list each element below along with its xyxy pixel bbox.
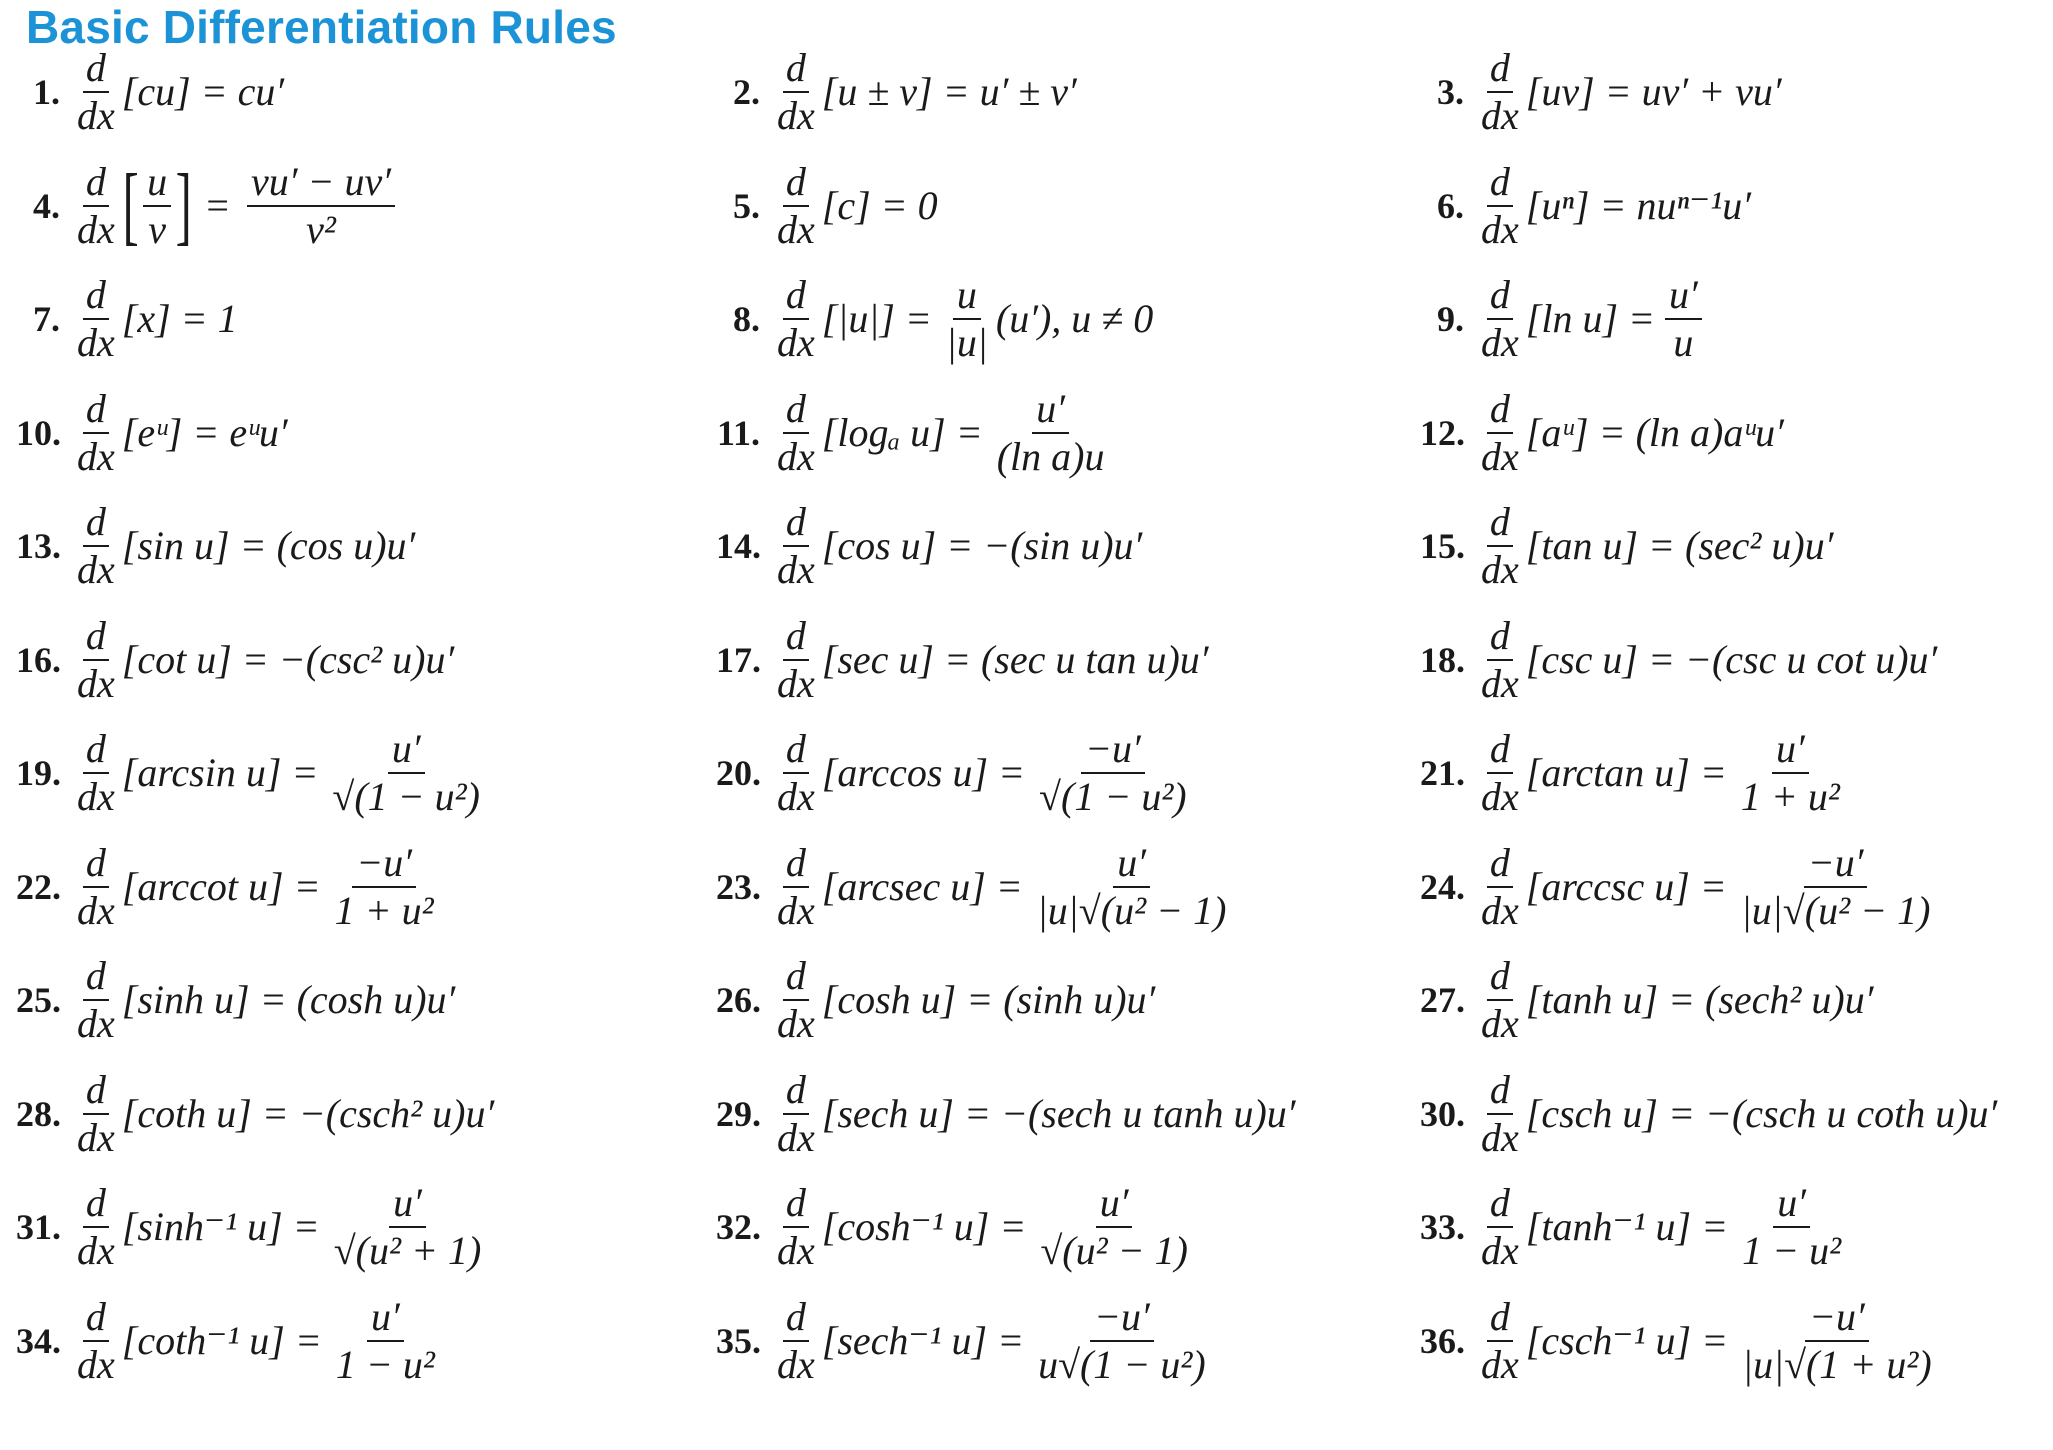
rule-18	[1420, 612, 1938, 706]
operator-numerator: d	[83, 275, 109, 320]
rule-number: 9.	[1437, 299, 1464, 339]
operator-denominator: dx	[1481, 660, 1519, 706]
derivative-operator	[774, 272, 818, 365]
rule-number: 8.	[733, 299, 760, 339]
operator-numerator: d	[783, 729, 809, 774]
rule-number: 28.	[16, 1093, 61, 1134]
derivative-operator	[1478, 272, 1522, 365]
operator-denominator: dx	[777, 93, 815, 138]
rhs-fraction-numerator: u′	[1032, 389, 1069, 434]
rule-number: 33.	[1420, 1207, 1465, 1247]
operator-numerator: d	[1487, 1070, 1513, 1115]
rule-number: 14.	[716, 526, 761, 566]
rhs-fraction-denominator: u	[1673, 320, 1694, 365]
rule-number: 16.	[16, 639, 61, 680]
derivative-operator	[74, 385, 118, 479]
operator-numerator: d	[783, 616, 809, 661]
operator-numerator: d	[1487, 843, 1513, 888]
rhs-fraction	[328, 726, 484, 819]
operator-denominator: dx	[1481, 1114, 1519, 1160]
rhs-fraction	[1738, 1293, 1936, 1387]
operator-denominator: dx	[1481, 547, 1519, 592]
rhs-fraction	[1665, 272, 1702, 365]
operator-numerator: d	[83, 616, 109, 661]
rhs-fraction-numerator: u′	[1096, 1183, 1133, 1228]
operator-denominator: dx	[77, 547, 115, 592]
rule-expression-lhs: [arcsin u] =	[121, 750, 319, 795]
derivative-operator	[1478, 1293, 1522, 1387]
rule-number: 32.	[716, 1207, 761, 1247]
rhs-fraction-numerator: vu′ − uv′	[247, 162, 395, 207]
rule-number: 29.	[716, 1093, 761, 1134]
rhs-fraction	[1034, 1293, 1210, 1387]
derivative-operator	[1478, 45, 1522, 138]
rule-expression: [x] = 1	[121, 296, 238, 341]
derivative-operator	[1478, 1066, 1522, 1160]
rule-14	[716, 499, 1143, 592]
derivative-operator	[774, 385, 818, 479]
rule-number: 25.	[16, 980, 61, 1020]
derivative-operator	[1478, 1180, 1522, 1273]
derivative-operator	[74, 158, 118, 252]
operator-numerator: d	[783, 956, 809, 1001]
rhs-fraction	[1737, 839, 1935, 933]
operator-numerator: d	[83, 956, 109, 1001]
rhs-fraction-denominator: 1 − u²	[335, 1341, 435, 1387]
rhs-fraction-numerator: −u′	[1081, 729, 1145, 774]
derivative-operator	[774, 839, 818, 933]
rule-29	[716, 1066, 1296, 1160]
derivative-operator	[74, 1180, 118, 1273]
operator-numerator: d	[1487, 162, 1513, 207]
rule-31	[16, 1180, 489, 1273]
rule-13	[16, 499, 416, 592]
rule-number: 18.	[1420, 639, 1465, 680]
rule-2	[716, 45, 1077, 138]
derivative-operator	[774, 726, 818, 819]
operator-numerator: d	[783, 48, 809, 93]
rule-expression: [csc u] = −(csc u cot u)u′	[1525, 636, 1938, 682]
rule-3	[1420, 45, 1782, 138]
rhs-fraction-denominator: u√(1 − u²)	[1038, 1341, 1206, 1387]
rule-expression: [cos u] = −(sin u)u′	[821, 523, 1143, 568]
rhs-fraction	[1737, 726, 1844, 819]
rule-expression: [sec u] = (sec u tan u)u′	[821, 636, 1209, 682]
rhs-fraction-denominator: 1 + u²	[334, 887, 434, 933]
derivative-operator	[1478, 839, 1522, 933]
rhs-fraction-denominator: |u|√(u² − 1)	[1036, 887, 1227, 933]
rule-23	[716, 839, 1234, 933]
rule-8	[716, 272, 1154, 365]
rule-number: 34.	[16, 1320, 61, 1361]
operator-denominator: dx	[77, 320, 115, 365]
rule-number: 15.	[1420, 526, 1465, 566]
rule-expression-lhs: [tanh⁻¹ u] =	[1525, 1204, 1729, 1249]
rule-number: 22.	[16, 866, 61, 907]
operator-denominator: dx	[1481, 206, 1519, 252]
operator-denominator: dx	[777, 1341, 815, 1387]
rule-number: 13.	[16, 526, 61, 566]
rule-expression: [cosh u] = (sinh u)u′	[821, 977, 1156, 1022]
derivative-operator	[774, 953, 818, 1046]
operator-denominator: dx	[77, 1114, 115, 1160]
derivative-operator	[74, 612, 118, 706]
derivative-operator	[1478, 953, 1522, 1046]
derivative-operator	[74, 272, 118, 365]
rhs-fraction-denominator: 1 − u²	[1742, 1228, 1842, 1273]
operator-denominator: dx	[1481, 93, 1519, 138]
operator-denominator: dx	[777, 660, 815, 706]
rule-expression: [u ± v] = u′ ± v′	[821, 69, 1077, 114]
rule-number: 7.	[33, 299, 60, 339]
operator-denominator: dx	[77, 433, 115, 479]
rhs-fraction	[1036, 1180, 1192, 1273]
rhs-fraction-numerator: u′	[1773, 1183, 1810, 1228]
derivative-operator	[1478, 158, 1522, 252]
derivative-operator	[774, 1066, 818, 1160]
operator-denominator: dx	[777, 433, 815, 479]
rhs-fraction-numerator: −u′	[1090, 1297, 1154, 1342]
rule-expression-lhs: [ln u] =	[1525, 296, 1656, 341]
rule-16	[16, 612, 455, 706]
rule-expression-lhs: [arccsc u] =	[1525, 863, 1727, 909]
rule-7	[16, 272, 238, 365]
rhs-fraction	[332, 1293, 439, 1387]
rule-expression: [coth u] = −(csch² u)u′	[121, 1090, 495, 1136]
derivative-operator	[74, 45, 118, 138]
operator-denominator: dx	[777, 1001, 815, 1046]
rule-32	[716, 1180, 1196, 1273]
rule-number: 35.	[716, 1320, 761, 1361]
rule-number: 6.	[1437, 185, 1464, 226]
operator-numerator: d	[1487, 275, 1513, 320]
rule-expression: [csch u] = −(csch u coth u)u′	[1525, 1090, 1998, 1136]
rule-expression-lhs: [coth⁻¹ u] =	[121, 1317, 322, 1363]
rule-expression: [tan u] = (sec² u)u′	[1525, 523, 1834, 568]
rule-expression-lhs: [|u|] =	[821, 296, 932, 341]
rule-number: 23.	[716, 866, 761, 907]
rule-expression: [uv] = uv′ + vu′	[1525, 69, 1782, 114]
rule-4	[16, 156, 399, 254]
operator-numerator: d	[783, 1183, 809, 1228]
rule-expression: [sin u] = (cos u)u′	[121, 523, 416, 568]
derivative-operator	[774, 612, 818, 706]
rule-6	[1420, 158, 1751, 252]
rule-12	[1420, 385, 1784, 479]
rule-5	[716, 158, 938, 252]
rule-35	[716, 1293, 1214, 1387]
rule-expression-lhs: [csch⁻¹ u] =	[1525, 1317, 1729, 1363]
rule-number: 20.	[716, 753, 761, 793]
rhs-fraction-numerator: u′	[367, 1297, 404, 1342]
rule-20	[716, 726, 1195, 819]
rule-number: 1.	[33, 72, 60, 112]
rule-17	[716, 612, 1209, 706]
rule-10	[16, 385, 288, 479]
right-bracket: ]	[175, 156, 192, 254]
operator-numerator: d	[83, 162, 109, 207]
operator-denominator: dx	[1481, 433, 1519, 479]
operator-denominator: dx	[77, 1001, 115, 1046]
derivative-operator	[74, 1066, 118, 1160]
rule-number: 17.	[716, 639, 761, 680]
rule-number: 19.	[16, 753, 61, 793]
operator-denominator: dx	[77, 206, 115, 252]
rhs-fraction	[1033, 839, 1231, 933]
rhs-fraction-denominator: √(u² + 1)	[333, 1228, 482, 1273]
operator-denominator: dx	[77, 887, 115, 933]
operator-numerator: d	[783, 389, 809, 434]
operator-denominator: dx	[1481, 1341, 1519, 1387]
rule-number: 3.	[1437, 72, 1464, 112]
rule-expression-lhs: [logₐ u] =	[821, 409, 983, 455]
operator-numerator: d	[83, 389, 109, 434]
rule-34	[16, 1293, 443, 1387]
rule-expression-lhs: [arccos u] =	[821, 750, 1026, 795]
operator-denominator: dx	[1481, 774, 1519, 819]
rhs-fraction-denominator: |u|√(u² − 1)	[1740, 887, 1931, 933]
operator-denominator: dx	[777, 206, 815, 252]
rule-expression-lhs: [arcsec u] =	[821, 863, 1023, 909]
rule-1	[16, 45, 285, 138]
operator-denominator: dx	[77, 660, 115, 706]
rule-19	[16, 726, 488, 819]
rule-27	[1420, 953, 1874, 1046]
rule-number: 36.	[1420, 1320, 1465, 1361]
operator-numerator: d	[1487, 502, 1513, 547]
rule-expression-lhs: [arctan u] =	[1525, 750, 1727, 795]
rhs-fraction	[1738, 1180, 1845, 1273]
derivative-operator	[74, 953, 118, 1046]
rhs-fraction-numerator: u	[953, 275, 981, 320]
rule-number: 5.	[733, 185, 760, 226]
rhs-fraction-denominator: √(u² − 1)	[1040, 1228, 1188, 1273]
rule-expression: [cu] = cu′	[121, 69, 285, 114]
rule-number: 10.	[16, 412, 61, 453]
rhs-fraction-numerator: u′	[1665, 275, 1702, 320]
operator-numerator: d	[83, 502, 109, 547]
operator-denominator: dx	[77, 774, 115, 819]
rule-26	[716, 953, 1156, 1046]
rule-number: 31.	[16, 1207, 61, 1247]
operator-denominator: dx	[1481, 1001, 1519, 1046]
operator-numerator: d	[83, 843, 109, 888]
rule-expression: [sech u] = −(sech u tanh u)u′	[821, 1090, 1296, 1136]
operator-numerator: d	[1487, 729, 1513, 774]
rule-36	[1420, 1293, 1940, 1387]
rule-expression-lhs: [cosh⁻¹ u] =	[821, 1204, 1027, 1249]
operator-numerator: d	[783, 275, 809, 320]
derivative-operator	[774, 499, 818, 592]
derivative-operator	[774, 158, 818, 252]
operator-denominator: dx	[777, 547, 815, 592]
operator-denominator: dx	[1481, 887, 1519, 933]
derivative-operator	[774, 1293, 818, 1387]
operator-denominator: dx	[777, 320, 815, 365]
rule-expression: [aᵘ] = (ln a)aᵘu′	[1525, 409, 1784, 455]
rule-number: 21.	[1420, 753, 1465, 793]
rule-28	[16, 1066, 495, 1160]
rule-expression-lhs: [sinh⁻¹ u] =	[121, 1204, 320, 1249]
left-bracket: [	[122, 156, 139, 254]
lhs-fraction	[143, 158, 171, 252]
rule-number: 24.	[1420, 866, 1465, 907]
derivative-operator	[774, 45, 818, 138]
rhs-fraction-numerator: −u′	[352, 843, 416, 888]
rhs-fraction-denominator: 1 + u²	[1740, 774, 1840, 819]
rhs-fraction	[942, 272, 992, 365]
derivative-operator	[74, 726, 118, 819]
rhs-fraction-numerator: u′	[388, 729, 425, 774]
rule-expression: [cot u] = −(csc² u)u′	[121, 636, 455, 682]
rhs-fraction-numerator: −u′	[1805, 1297, 1869, 1342]
operator-numerator: d	[783, 502, 809, 547]
rule-number: 26.	[716, 980, 761, 1020]
operator-denominator: dx	[1481, 1228, 1519, 1273]
rule-33	[1420, 1180, 1849, 1273]
operator-numerator: d	[783, 1297, 809, 1342]
rhs-fraction-numerator: u′	[1113, 843, 1150, 888]
rule-expression-lhs: [arccot u] =	[121, 863, 321, 909]
rhs-fraction-numerator: u′	[1772, 729, 1809, 774]
rule-24	[1420, 839, 1938, 933]
rhs-fraction-denominator: v²	[306, 206, 336, 252]
operator-numerator: d	[83, 48, 109, 93]
rhs-fraction	[331, 839, 438, 933]
operator-numerator: d	[1487, 616, 1513, 661]
rule-11	[716, 385, 1112, 479]
derivative-operator	[774, 1180, 818, 1273]
operator-denominator: dx	[77, 1228, 115, 1273]
operator-numerator: d	[83, 1070, 109, 1115]
rule-15	[1420, 499, 1834, 592]
operator-denominator: dx	[777, 774, 815, 819]
equals-sign: =	[206, 182, 229, 228]
rhs-fraction-numerator: −u′	[1804, 843, 1868, 888]
rule-9	[1420, 272, 1706, 365]
rhs-fraction	[330, 1180, 486, 1273]
rule-22	[16, 839, 442, 933]
operator-denominator: dx	[777, 1114, 815, 1160]
operator-numerator: d	[83, 729, 109, 774]
rule-expression: [tanh u] = (sech² u)u′	[1525, 977, 1874, 1022]
rule-expression: [sinh u] = (cosh u)u′	[121, 977, 456, 1022]
derivative-operator	[74, 839, 118, 933]
rule-25	[16, 953, 456, 1046]
rule-number: 27.	[1420, 980, 1465, 1020]
operator-numerator: d	[1487, 1297, 1513, 1342]
operator-numerator: d	[83, 1297, 109, 1342]
operator-numerator: d	[83, 1183, 109, 1228]
rule-expression-lhs: [sech⁻¹ u] =	[821, 1317, 1025, 1363]
derivative-operator	[74, 499, 118, 592]
rhs-fraction-denominator: |u|√(1 + u²)	[1742, 1341, 1932, 1387]
rhs-fraction-denominator: √(1 − u²)	[332, 774, 480, 819]
lhs-fraction-denominator: v	[148, 206, 166, 252]
derivative-operator	[1478, 726, 1522, 819]
operator-denominator: dx	[1481, 320, 1519, 365]
rule-number: 30.	[1420, 1093, 1465, 1134]
operator-numerator: d	[783, 843, 809, 888]
derivative-operator	[74, 1293, 118, 1387]
rhs-fraction	[247, 158, 395, 252]
rhs-fraction	[1035, 726, 1191, 819]
rhs-fraction	[993, 385, 1109, 479]
rhs-fraction-denominator: |u|	[945, 320, 988, 365]
rule-expression: [c] = 0	[821, 182, 938, 228]
rule-expression-tail: (u′), u ≠ 0	[995, 296, 1154, 341]
rule-number: 2.	[733, 72, 760, 112]
operator-denominator: dx	[77, 1341, 115, 1387]
derivative-operator	[1478, 612, 1522, 706]
operator-numerator: d	[1487, 389, 1513, 434]
rule-number: 4.	[33, 185, 60, 226]
page-title: Basic Differentiation Rules	[26, 1, 617, 53]
operator-numerator: d	[783, 162, 809, 207]
rule-21	[1420, 726, 1848, 819]
rule-number: 12.	[1420, 412, 1465, 453]
rule-expression: [eᵘ] = eᵘu′	[121, 409, 288, 455]
rule-expression: [uⁿ] = nuⁿ⁻¹u′	[1525, 182, 1751, 228]
rule-number: 11.	[716, 412, 760, 453]
rule-30	[1420, 1066, 1998, 1160]
rhs-fraction-numerator: u′	[389, 1183, 426, 1228]
rhs-fraction-denominator: (ln a)u	[996, 433, 1105, 479]
operator-numerator: d	[783, 1070, 809, 1115]
operator-numerator: d	[1487, 48, 1513, 93]
operator-numerator: d	[1487, 1183, 1513, 1228]
derivative-operator	[1478, 385, 1522, 479]
operator-denominator: dx	[77, 93, 115, 138]
operator-denominator: dx	[777, 1228, 815, 1273]
rhs-fraction-denominator: √(1 − u²)	[1039, 774, 1187, 819]
operator-denominator: dx	[777, 887, 815, 933]
operator-numerator: d	[1487, 956, 1513, 1001]
lhs-fraction-numerator: u	[143, 162, 171, 207]
derivative-operator	[1478, 499, 1522, 592]
